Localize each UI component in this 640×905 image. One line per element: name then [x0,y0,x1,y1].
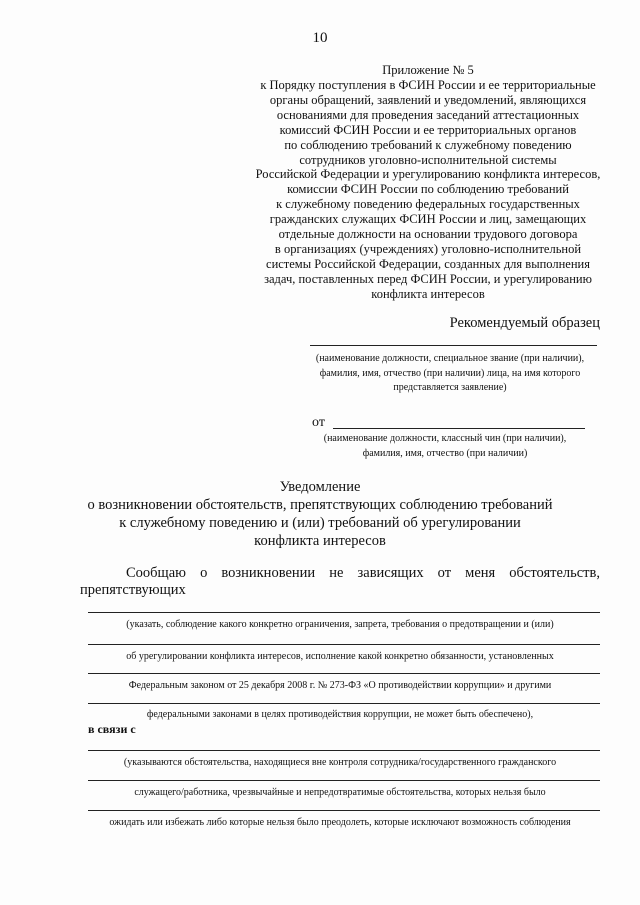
body-first-line: Сообщаю о возникновении не зависящих от меня обстоятельств, [126,565,600,581]
appendix-line: комиссий ФСИН России и ее территориальных органов [279,122,577,137]
appendix-line: отдельные должности на основании трудового договора [278,227,578,242]
form-note: ожидать или избежать либо которые нельзя было преодолеть, которые исключают возможность соблюдения [109,817,571,828]
fill-line [88,810,600,811]
appendix-line: комиссии ФСИН России по соблюдению требований [287,182,569,197]
sender-note-line: (наименование должности, классный чин (при наличии), [323,433,567,444]
appendix-line: органы обращений, заявлений и уведомлений, являющихся [269,92,587,107]
appendix-line: конфликта интересов [371,286,485,301]
form-note: федеральными законами в целях противодействия коррупции, не может быть обеспечено), [146,709,534,720]
body-paragraph [80,565,600,599]
sender-note [270,432,620,461]
appendix-line: основаниями для проведения заседаний аттестационных [276,107,580,122]
addressee-note-line: фамилия, имя, отчество (при наличии) лица, на имя которого [319,367,581,379]
appendix-line: задач, поставленных перед ФСИН России, и урегулированию [264,271,592,286]
addressee-note-line: представляется заявление) [393,382,507,393]
body-second-line: препятствующих [80,582,186,598]
sender-note-line: фамилия, имя, отчество (при наличии) [362,447,528,459]
notification-subtitle-line: конфликта интересов [254,533,386,549]
appendix-line: системы Российской Федерации, созданных для выполнения [266,256,590,271]
page-number: 10 [312,30,328,46]
form-note: об урегулировании конфликта интересов, исполнение какой конкретно обязанности, установленных [126,651,554,662]
appendix-line: к служебному поведению федеральных государственных [276,197,580,212]
notification-title [0,478,640,550]
addressee-line [310,345,597,346]
fill-line [88,673,600,674]
addressee-note-line: (наименование должности, специальное звание (при наличии), [315,353,585,364]
form-note: (указываются обстоятельства, находящиеся вне контроля сотрудника/государственного гражданского [123,757,557,768]
in-connection-label: в связи с [88,722,136,736]
fill-line [88,780,600,781]
form-note: Федеральным законом от 25 декабря 2008 г. № 273-ФЗ «О противодействии коррупции» и другими [128,680,552,691]
appendix-description [240,78,616,302]
fill-line [88,750,600,751]
notification-heading: Уведомление [279,479,361,495]
form-note: служащего/работника, чрезвычайные и непредотвратимые обстоятельства, которых нельзя было [134,787,546,798]
recommended-sample-label: Рекомендуемый образец [449,315,600,331]
appendix-line: в организациях (учреждениях) уголовно-исполнительной [274,241,582,256]
appendix-line: Российской Федерации и урегулированию конфликта интересов, [255,167,601,182]
appendix-title: Приложение № 5 [382,63,474,77]
fill-line [88,612,600,613]
notification-subtitle-line: к служебному поведению и (или) требований об урегулировании [119,515,521,531]
form-note: (указать, соблюдение какого конкретно ограничения, запрета, требования о предотвращении и (или) [126,619,554,630]
appendix-line: сотрудников уголовно-исполнительной системы [299,152,557,167]
addressee-note [260,352,640,396]
appendix-line: по соблюдению требований к служебному поведению [284,137,572,152]
appendix-line: к Порядку поступления в ФСИН России и ее территориальные [260,78,596,92]
notification-subtitle-line: о возникновении обстоятельств, препятствующих соблюдению требований [87,497,553,513]
sender-line [333,428,585,429]
fill-line [88,703,600,704]
from-label: от [312,415,325,430]
appendix-line: гражданских служащих ФСИН России и лиц, замещающих [269,212,587,227]
fill-line [88,644,600,645]
